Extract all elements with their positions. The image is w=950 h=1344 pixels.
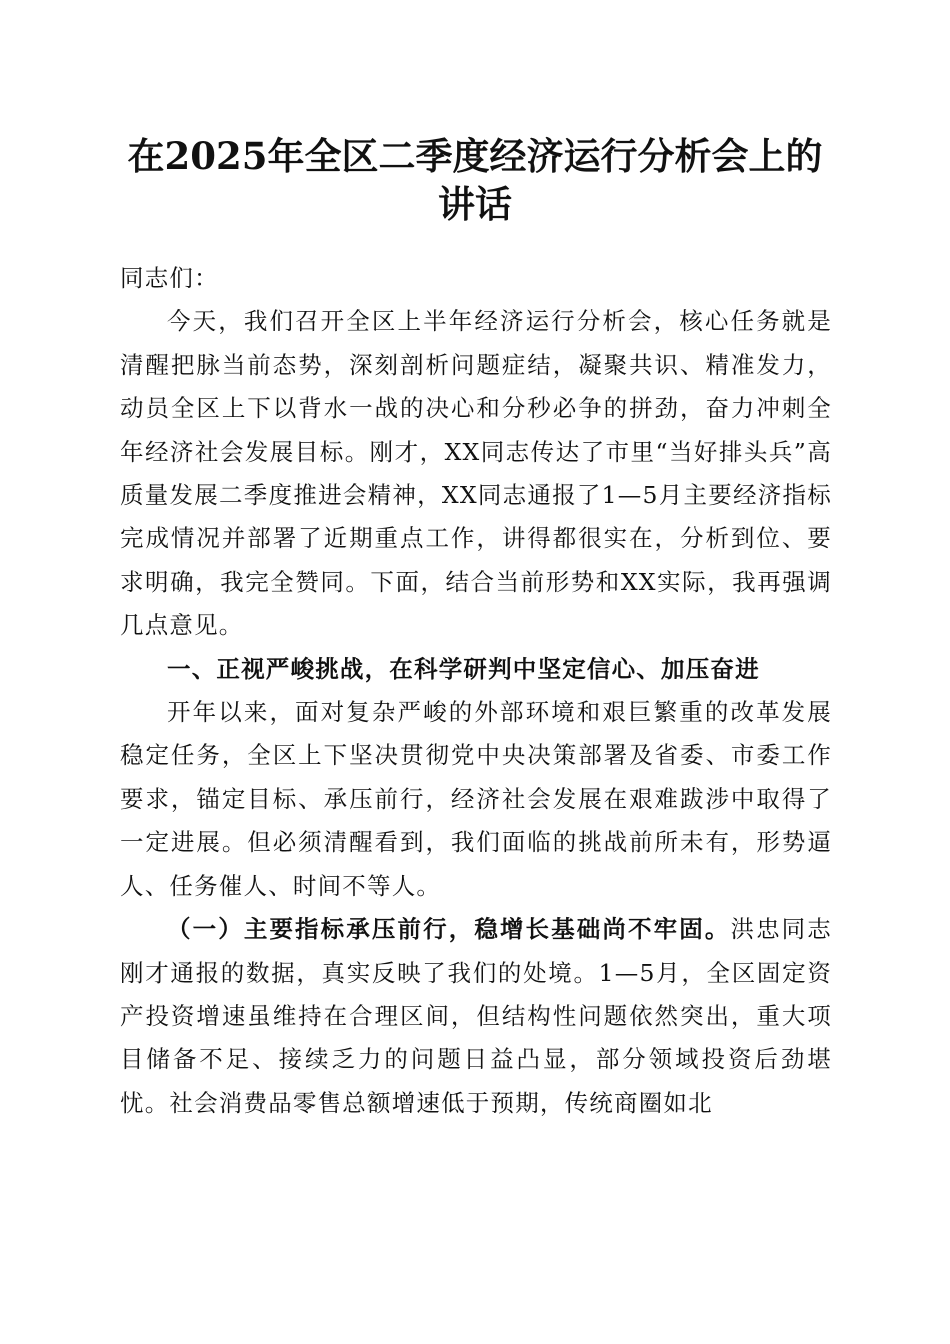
subsection-text-1: 洪忠同志刚才通报的数据，真实反映了我们的处境。1—5月，全区固定资产投资增速虽维持在合理区间，但结构性问题依然突出，重大项目储备不足、接续乏力的问题日益凸显，部分领域投资后劲堪忧。社会消费品零售总额增速低于预期，传统商圈如北 [120, 915, 832, 1117]
salutation: 同志们： [120, 264, 219, 292]
section-heading-1: 一、正视严峻挑战，在科学研判中坚定信心、加压奋进 [167, 654, 760, 683]
document-title: 在2025年全区二季度经济运行分析会上的讲话 [127, 134, 823, 226]
section1-paragraph: 开年以来，面对复杂严峻的外部环境和艰巨繁重的改革发展稳定任务，全区上下坚决贯彻党中央决策部署及省委、市委工作要求，锚定目标、承压前行，经济社会发展在艰难跋涉中取得了一定进展。但必须清醒看到，我们面临的挑战前所未有，形势逼人、任务催人、时间不等人。 [120, 698, 832, 900]
subsection-heading-1: （一）主要指标承压前行，稳增长基础尚不牢固。 [167, 915, 731, 944]
intro-paragraph: 今天，我们召开全区上半年经济运行分析会，核心任务就是清醒把脉当前态势，深刻剖析问题症结，凝聚共识、精准发力，动员全区上下以背水一战的决心和分秒必争的拼劲，奋力冲刺全年经济社会发展目标。刚才，XX同志传达了市里“当好排头兵”高质量发展二季度推进会精神，XX同志通报了1—5月主要经济指标完成情况并部署了近期重点工作，讲得都很实在，分析到位、要求明确，我完全赞同。下面，结合当前形势和XX实际，我再强调几点意见。 [120, 307, 832, 640]
document-body [120, 257, 832, 1125]
subsection-paragraph-1 [120, 908, 832, 1125]
